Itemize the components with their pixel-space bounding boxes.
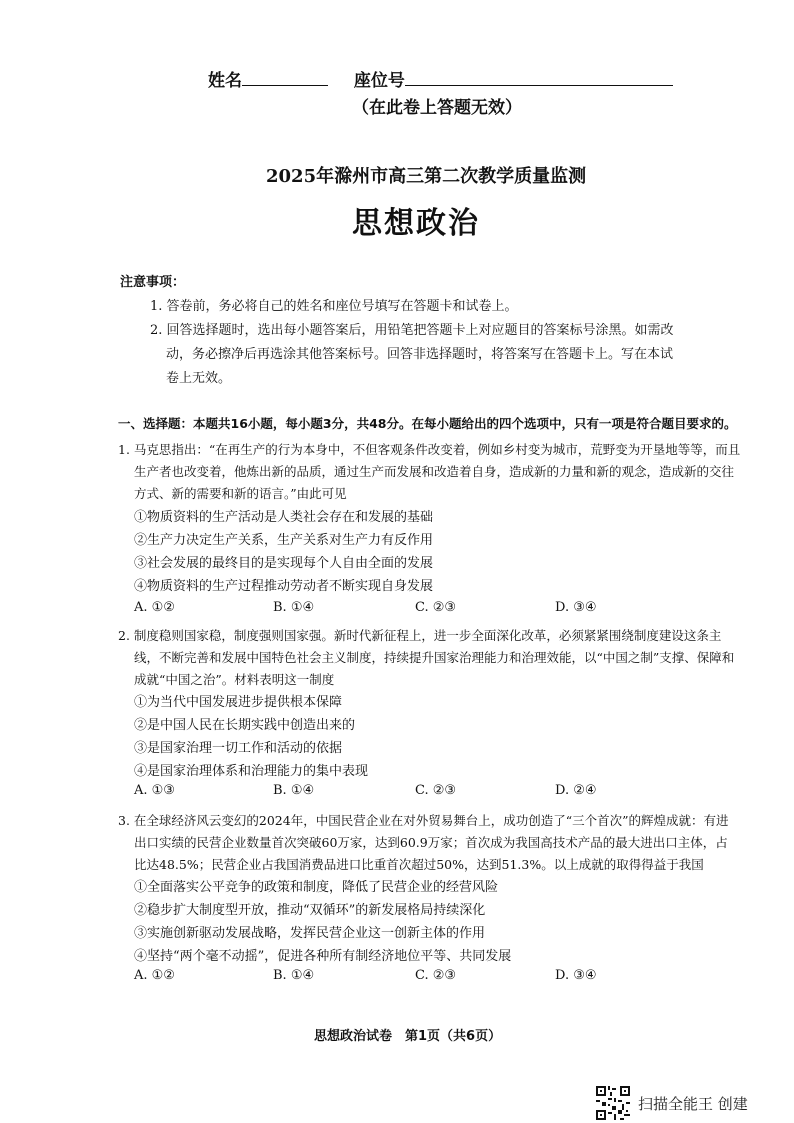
notice-heading: 注意事项： [120, 275, 186, 290]
q3-stem-line-1: 3. 在全球经济风云变幻的2024年，中国民营企业在对外贸易舞台上，成功创造了“三个首次”的辉煌成就：有进 [118, 813, 729, 828]
q3-stem-line-3: 比达48.5%；民营企业占我国消费品进口比重首次超过50%，达到51.3%。以上成就的取得得益于我国 [134, 857, 704, 872]
notice-item-1: 1. 答卷前，务必将自己的姓名和座位号填写在答题卡和试卷上。 [150, 299, 518, 314]
q1-option-a[interactable]: A. ①② [134, 600, 175, 615]
q1-option-d[interactable]: D. ③④ [555, 600, 597, 615]
q3-statement-3: ③实施创新驱动发展战略，发挥民营企业这一创新主体的作用 [134, 926, 486, 941]
q2-option-d[interactable]: D. ②④ [555, 783, 597, 798]
q2-stem-line-2: 线，不断完善和发展中国特色社会主义制度，持续提升国家治理能力和治理效能，以“中国之制”支撑、保障和 [134, 650, 735, 665]
q3-option-c[interactable]: C. ②③ [415, 968, 457, 983]
q3-option-a[interactable]: A. ①② [134, 968, 175, 983]
seat-label: 座位号 [353, 71, 405, 91]
subject-title: 思想政治 [352, 206, 480, 241]
q1-stem-line-3: 方式、新的需要和新的语言。”由此可见 [134, 486, 347, 501]
notice-item-2-line-2: 动，务必擦净后再选涂其他答案标号。回答非选择题时，将答案写在答题卡上。写在本试 [166, 347, 674, 362]
q2-statement-4: ④是国家治理体系和治理能力的集中表现 [134, 764, 369, 779]
q1-stem-line-1: 1. 马克思指出：“在再生产的行为本身中，不但客观条件改变着，例如乡村变为城市，荒野变为开垦地等等，而且 [118, 442, 741, 457]
q2-stem-line-3: 成就“中国之治”。材料表明这一制度 [134, 672, 335, 687]
page-footer: 思想政治试卷 第1页（共6页） [314, 1029, 502, 1044]
q2-statement-2: ②是中国人民在长期实践中创造出来的 [134, 718, 356, 733]
q1-statement-4: ④物质资料的生产过程推动劳动者不断实现自身发展 [134, 579, 434, 594]
q3-statement-1: ①全面落实公平竞争的政策和制度，降低了民营企业的经营风险 [134, 880, 499, 895]
q3-stem-line-2: 出口实绩的民营企业数量首次突破60万家，达到60.9万家；首次成为我国高技术产品的最大进出口主体，占 [134, 835, 728, 850]
q1-statement-1: ①物质资料的生产活动是人类社会存在和发展的基础 [134, 510, 434, 525]
q2-option-a[interactable]: A. ①③ [134, 783, 175, 798]
notice-item-2-line-1: 2. 回答选择题时，选出每小题答案后，用铅笔把答题卡上对应题目的答案标号涂黑。如需改 [150, 323, 674, 338]
q1-statement-3: ③社会发展的最终目的是实现每个人自由全面的发展 [134, 556, 434, 571]
q2-stem-line-1: 2. 制度稳则国家稳，制度强则国家强。新时代新征程上，进一步全面深化改革，必须紧紧围绕制度建设这条主 [118, 628, 722, 643]
q2-statement-1: ①为当代中国发展进步提供根本保障 [134, 695, 343, 710]
header-fields [208, 66, 673, 91]
q2-option-c[interactable]: C. ②③ [415, 783, 457, 798]
q1-option-b[interactable]: B. ①④ [273, 600, 315, 615]
q1-stem-line-2: 生产者也改变着，他炼出新的品质，通过生产而发展和改造着自身，造成新的力量和新的观念，造成新的交往 [134, 464, 735, 479]
q2-option-b[interactable]: B. ①④ [273, 783, 315, 798]
name-label: 姓名 [208, 71, 242, 91]
q3-statement-4: ④坚持“两个毫不动摇”，促进各种所有制经济地位平等、共同发展 [134, 949, 512, 964]
qr-code-icon [596, 1086, 630, 1120]
q2-statement-3: ③是国家治理一切工作和活动的依据 [134, 741, 343, 756]
scanner-watermark: 扫描全能王 创建 [638, 1095, 748, 1113]
notice-item-2-line-3: 卷上无效。 [166, 371, 232, 386]
q3-option-d[interactable]: D. ③④ [555, 968, 597, 983]
q1-statement-2: ②生产力决定生产关系，生产关系对生产力有反作用 [134, 533, 434, 548]
q3-statement-2: ②稳步扩大制度型开放，推动“双循环”的新发展格局持续深化 [134, 903, 486, 918]
invalid-note: （在此卷上答题无效） [352, 98, 522, 118]
section-title: 一、选择题：本题共16小题，每小题3分，共48分。在每小题给出的四个选项中，只有一项是符合题目要求的。 [118, 416, 737, 431]
name-blank [242, 69, 328, 86]
q3-option-b[interactable]: B. ①④ [273, 968, 315, 983]
q1-option-c[interactable]: C. ②③ [415, 600, 457, 615]
seat-blank [405, 69, 673, 86]
exam-title: 2025年滁州市高三第二次教学质量监测 [266, 166, 587, 187]
